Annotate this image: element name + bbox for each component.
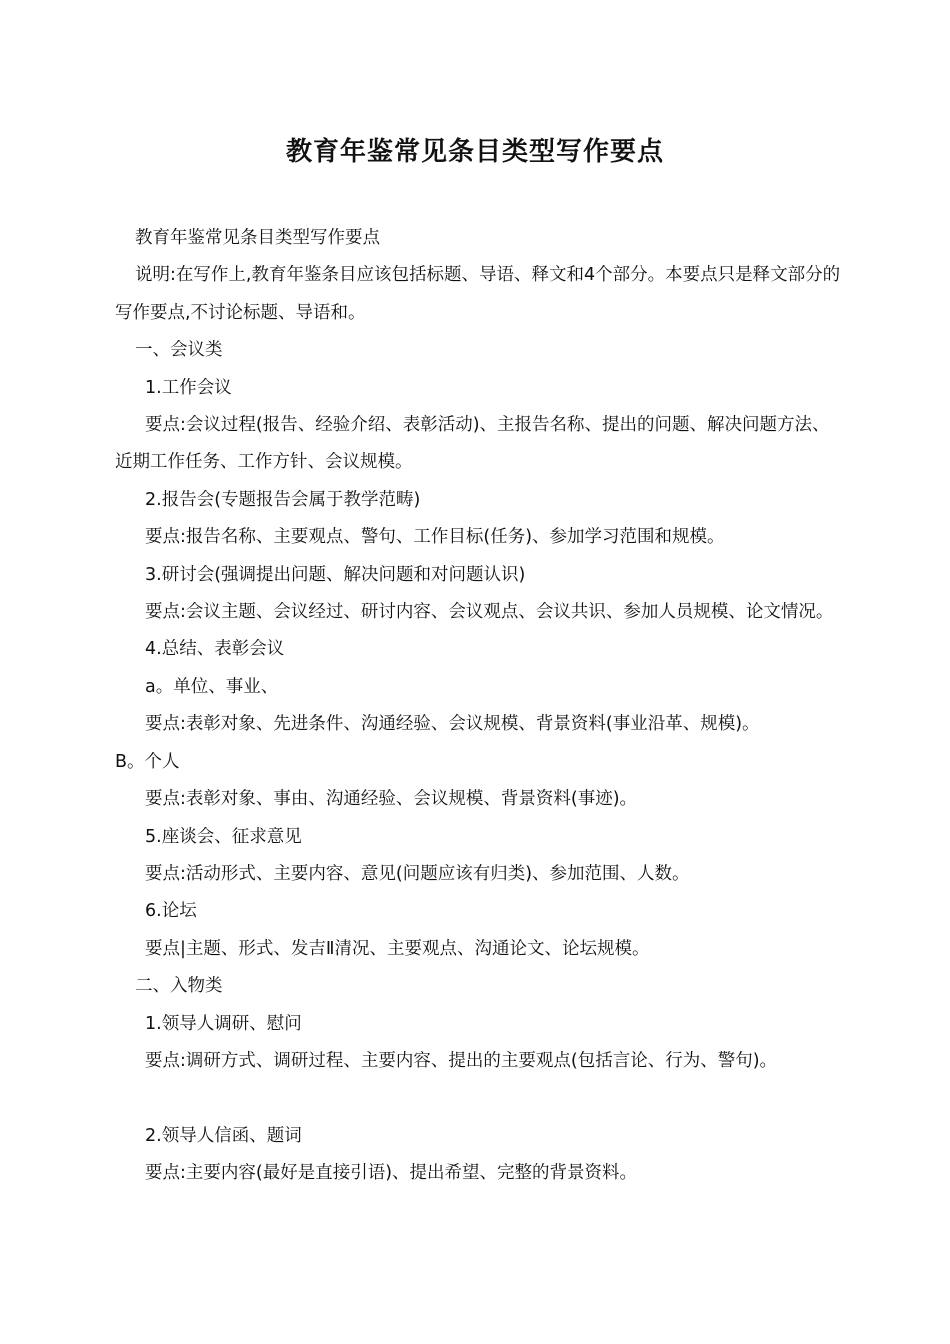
item-points-leader-visit: 要点:调研方式、调研过程、主要内容、提出的主要观点(包括言论、行为、警句)。 xyxy=(145,1050,778,1071)
item-points-work-meeting: 要点:会议过程(报告、经验介绍、表彰活动)、主报告名称、提出的问题、解决问题方法、近期工作任务、工作方针、会议规模。 xyxy=(115,415,830,473)
paragraph-intro: 说明:在写作上,教育年鉴条目应该包括标题、导语、释文和4个部分。本要点只是释文部分的写作要点,不讨论标题、导语和。 xyxy=(115,265,841,323)
item-heading-work-meeting: 1.工作会议 xyxy=(145,377,232,398)
item-points-leader-letter: 要点:主要内容(最好是直接引语)、提出希望、完整的背景资料。 xyxy=(145,1163,638,1184)
item-heading-seminar: 3.研讨会(强调提出问题、解决问题和对问题认识) xyxy=(145,564,526,585)
blank-line xyxy=(115,1080,845,1117)
item-points-forum: 要点|主题、形式、发吉Ⅱ清况、主要观点、沟通论文、论坛规模。 xyxy=(145,938,650,959)
item-heading-symposium: 5.座谈会、征求意见 xyxy=(145,826,302,847)
item-heading-leader-visit: 1.领导人调研、慰问 xyxy=(145,1013,302,1034)
item-points-report-meeting: 要点:报告名称、主要观点、警句、工作目标(任务)、参加学习范围和规模。 xyxy=(145,527,725,548)
item-heading-report-meeting: 2.报告会(专题报告会属于教学范畴) xyxy=(145,489,421,510)
subitem-heading-unit: a。单位、事业、 xyxy=(145,676,279,697)
section-heading-meetings: 一、会议类 xyxy=(135,340,223,361)
subitem-heading-individual: B。个人 xyxy=(115,751,180,772)
item-heading-award-meeting: 4.总结、表彰会议 xyxy=(145,639,285,660)
section-heading-people: 二、入物类 xyxy=(135,976,223,997)
item-heading-forum: 6.论坛 xyxy=(145,901,197,922)
paragraph-subtitle: 教育年鉴常见条目类型写作要点 xyxy=(135,228,380,248)
document-body xyxy=(115,220,845,1193)
subitem-points-individual: 要点:表彰对象、事由、沟通经验、会议规模、背景资料(事迹)。 xyxy=(145,789,638,810)
subitem-points-unit: 要点:表彰对象、先进条件、沟通经验、会议规模、背景资料(事业沿革、规模)。 xyxy=(145,714,760,735)
item-heading-leader-letter: 2.领导人信函、题词 xyxy=(145,1125,302,1146)
document-title: 教育年鉴常见条目类型写作要点 xyxy=(285,137,664,167)
item-points-seminar: 要点:会议主题、会议经过、研讨内容、会议观点、会议共识、参加人员规模、论文情况。 xyxy=(145,602,834,623)
item-points-symposium: 要点:活动形式、主要内容、意见(问题应该有归类)、参加范围、人数。 xyxy=(145,863,690,884)
